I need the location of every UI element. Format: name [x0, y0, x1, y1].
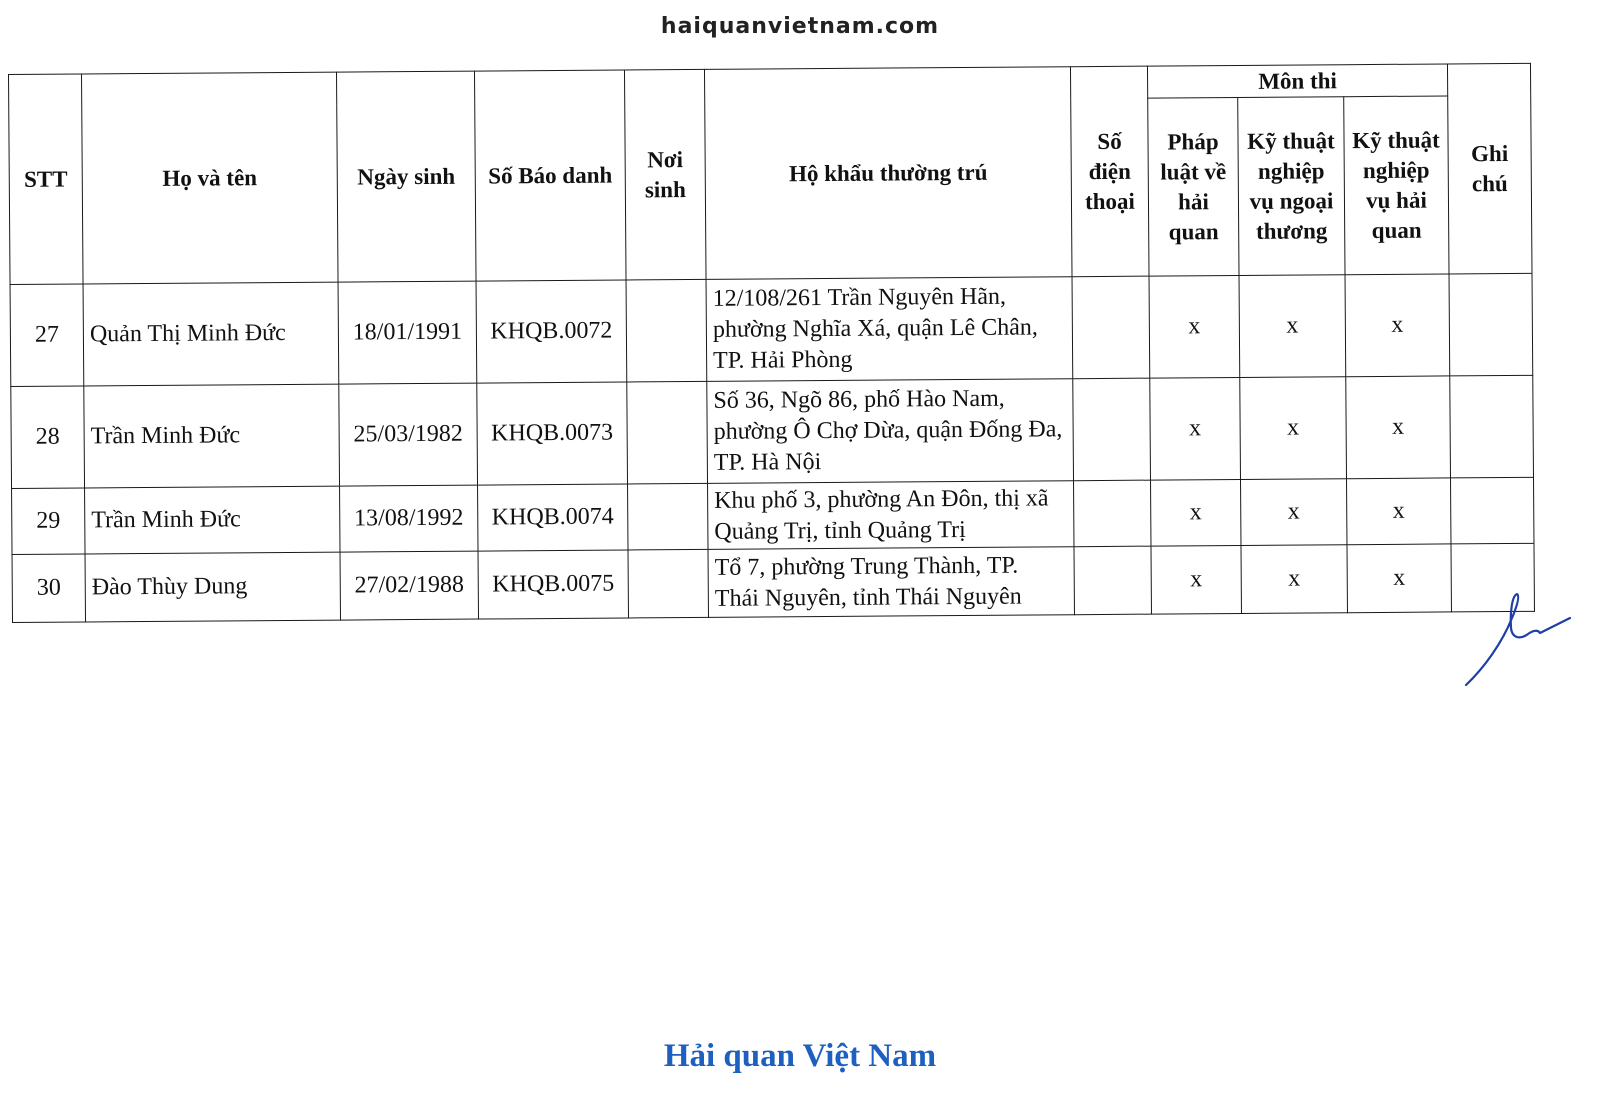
footer-brand: Hải quan Việt Nam	[663, 1038, 937, 1074]
header-phone: Số điện thoại	[1070, 66, 1149, 277]
cell-exam-id: KHQB.0075	[478, 550, 628, 619]
table-row	[10, 273, 1533, 386]
cell-note	[1449, 273, 1533, 376]
table-row	[12, 477, 1534, 554]
cell-subject-2-mark: x	[1240, 377, 1347, 480]
cell-birthplace	[628, 549, 708, 618]
header-stt: STT	[9, 74, 84, 285]
candidate-list-table	[8, 63, 1535, 623]
cell-phone	[1073, 378, 1151, 481]
cell-phone	[1074, 546, 1151, 615]
cell-name: Trần Minh Đức	[85, 486, 340, 554]
cell-stt: 28	[11, 386, 85, 489]
cell-subject-2-mark: x	[1241, 545, 1347, 614]
cell-address: 12/108/261 Trần Nguyên Hãn, phường Nghĩa Xá, quận Lê Chân, TP. Hải Phòng	[706, 277, 1073, 382]
cell-birthplace	[627, 381, 708, 484]
cell-birthplace	[628, 483, 708, 550]
header-subject-customs-technique: Kỹ thuật nghiệp vụ hải quan	[1344, 96, 1449, 275]
cell-exam-id: KHQB.0072	[476, 280, 627, 383]
table-row	[12, 543, 1534, 622]
header-subjects-group: Môn thi	[1147, 64, 1447, 98]
cell-subject-3-mark: x	[1347, 478, 1451, 545]
cell-subject-3-mark: x	[1347, 544, 1451, 613]
cell-address: Khu phố 3, phường An Đôn, thị xã Quảng Trị, tỉnh Quảng Trị	[708, 481, 1074, 550]
cell-subject-2-mark: x	[1239, 275, 1346, 378]
cell-subject-1-mark: x	[1149, 275, 1240, 378]
cell-address: Số 36, Ngõ 86, phố Hào Nam, phường Ô Chợ Dừa, quận Đống Đa, TP. Hà Nội	[707, 379, 1074, 484]
cell-note	[1450, 477, 1533, 544]
header-birthplace: Nơi sinh	[624, 69, 706, 280]
cell-address: Tổ 7, phường Trung Thành, TP. Thái Nguyên, tỉnh Thái Nguyên	[708, 547, 1074, 618]
header-dob: Ngày sinh	[336, 71, 476, 282]
cell-stt: 27	[10, 284, 84, 387]
cell-subject-3-mark: x	[1346, 376, 1451, 479]
cell-subject-1-mark: x	[1151, 479, 1241, 546]
cell-name: Trần Minh Đức	[84, 384, 340, 488]
cell-phone	[1074, 480, 1151, 547]
header-subject-customs-law: Pháp luật về hải quan	[1148, 97, 1239, 276]
cell-exam-id: KHQB.0074	[478, 484, 628, 551]
header-exam-id: Số Báo danh	[474, 70, 626, 281]
header-address: Hộ khẩu thường trú	[704, 67, 1072, 280]
cell-exam-id: KHQB.0073	[477, 382, 628, 485]
table-row	[11, 375, 1534, 488]
candidate-list-table-wrapper	[8, 63, 1542, 623]
header-note: Ghi chú	[1447, 63, 1532, 274]
cell-subject-3-mark: x	[1345, 274, 1450, 377]
cell-stt: 30	[12, 554, 85, 623]
cell-subject-2-mark: x	[1241, 479, 1347, 546]
handwritten-signature-icon	[1462, 588, 1572, 693]
cell-birthplace	[626, 279, 707, 382]
site-url-header: haiquanvietnam.com	[660, 14, 940, 39]
header-name: Họ và tên	[82, 72, 339, 284]
cell-dob: 27/02/1988	[340, 551, 478, 620]
cell-phone	[1072, 276, 1150, 379]
cell-dob: 18/01/1991	[338, 281, 477, 384]
header-subject-foreign-trade: Kỹ thuật nghiệp vụ ngoại thương	[1238, 97, 1345, 276]
cell-stt: 29	[12, 488, 85, 555]
cell-subject-1-mark: x	[1150, 377, 1241, 480]
cell-name: Đào Thùy Dung	[85, 552, 340, 622]
cell-dob: 13/08/1992	[340, 485, 478, 552]
cell-subject-1-mark: x	[1151, 545, 1241, 614]
cell-name: Quản Thị Minh Đức	[83, 282, 339, 386]
cell-dob: 25/03/1982	[339, 383, 478, 486]
cell-note	[1450, 375, 1534, 478]
